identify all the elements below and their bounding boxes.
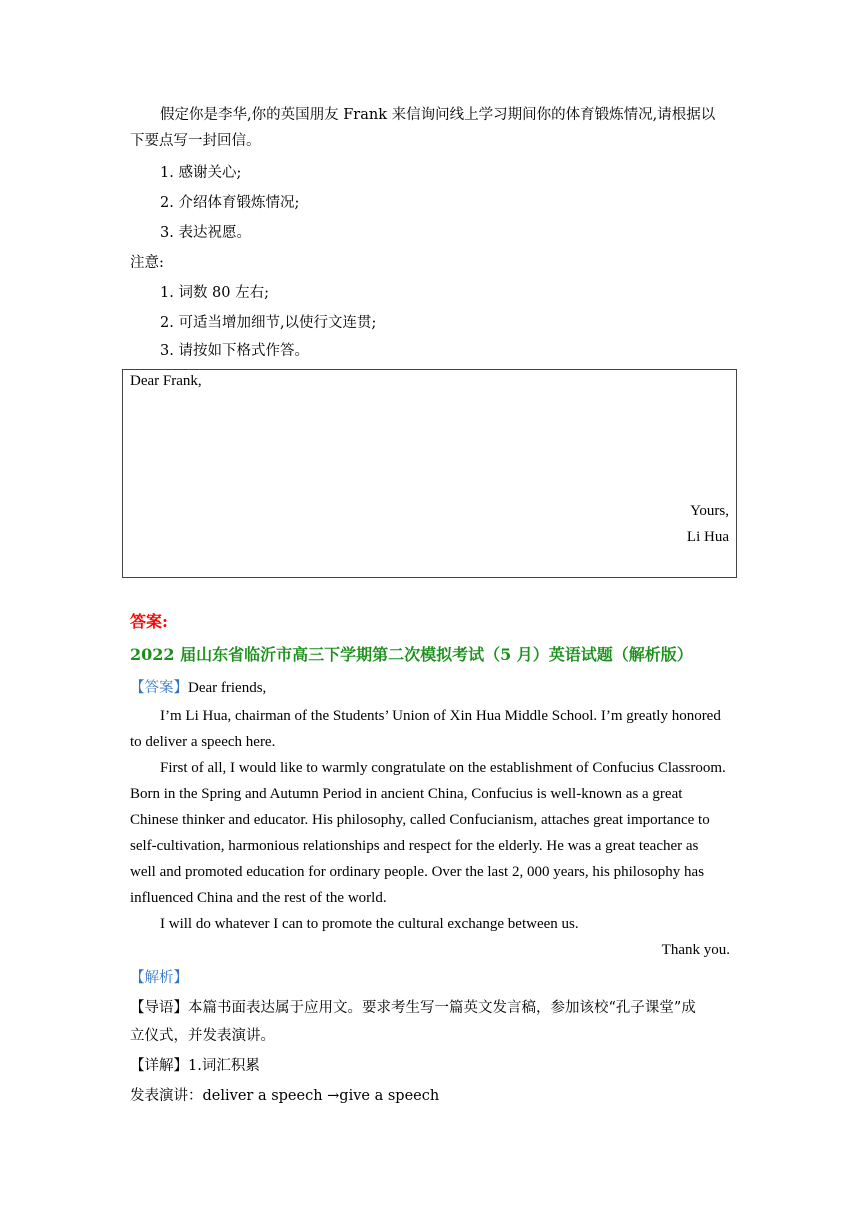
note-3: 3. 请按如下格式作答。 bbox=[160, 343, 309, 359]
detail-line bbox=[130, 1056, 260, 1076]
guide-line-1 bbox=[130, 998, 696, 1018]
guide-tag: 【导语】 bbox=[130, 1000, 188, 1016]
analysis-tag: 【解析】 bbox=[130, 970, 188, 986]
vocab-line: 发表演讲：deliver a speech →give a speech bbox=[130, 1088, 440, 1104]
answer-thanks: Thank you. bbox=[661, 942, 730, 958]
note-2: 2. 可适当增加细节,以使行文连贯; bbox=[160, 315, 377, 331]
answer-line-2: to deliver a speech here. bbox=[130, 734, 276, 750]
answer-source: 2022 届山东省临沂市高三下学期第二次模拟考试（5 月）英语试题（解析版） bbox=[130, 645, 693, 664]
letter-closing: Yours, bbox=[690, 503, 729, 519]
answer-line-5: Chinese thinker and educator. His philosophy, called Confucianism, attaches great importance to bbox=[130, 812, 710, 828]
answer-line-7: well and promoted education for ordinary people. Over the last 2, 000 years, his philosophy has bbox=[130, 864, 705, 880]
answer-label: 答案: bbox=[130, 612, 168, 631]
answer-salutation: Dear friends, bbox=[188, 680, 267, 696]
prompt-line-1: 假定你是李华,你的英国朋友 Frank 来信询问线上学习期间你的体育锻炼情况,请根据以 bbox=[160, 107, 716, 123]
letter-greeting: Dear Frank, bbox=[130, 373, 202, 389]
answer-line-1: I’m Li Hua, chairman of the Students’ Union of Xin Hua Middle School. I’m greatly honored bbox=[160, 708, 721, 724]
answer-heading bbox=[130, 678, 266, 698]
prompt-line-2: 下要点写一封回信。 bbox=[130, 133, 261, 149]
answer-line-3: First of all, I would like to warmly congratulate on the establishment of Confucius Classroom. bbox=[160, 760, 726, 776]
detail-tag: 【详解】 bbox=[130, 1058, 188, 1074]
note-label: 注意: bbox=[130, 255, 164, 271]
letter-format-box bbox=[122, 369, 737, 578]
guide-line-2: 立仪式，并发表演讲。 bbox=[130, 1028, 275, 1044]
detail-text: 1.词汇积累 bbox=[188, 1058, 260, 1074]
answer-line-4: Born in the Spring and Autumn Period in ancient China, Confucius is well-known as a great bbox=[130, 786, 683, 802]
letter-signature: Li Hua bbox=[686, 529, 729, 545]
answer-line-9: I will do whatever I can to promote the cultural exchange between us. bbox=[160, 916, 579, 932]
point-2: 2. 介绍体育锻炼情况; bbox=[160, 195, 300, 211]
answer-tag: 【答案】 bbox=[130, 680, 188, 696]
guide-text: 本篇书面表达属于应用文。要求考生写一篇英文发言稿，参加该校“孔子课堂”成 bbox=[188, 1000, 696, 1016]
answer-line-8: influenced China and the rest of the world. bbox=[130, 890, 387, 906]
answer-line-6: self-cultivation, harmonious relationships and respect for the elderly. He was a great teacher as bbox=[130, 838, 699, 854]
point-1: 1. 感谢关心; bbox=[160, 165, 242, 181]
note-1: 1. 词数 80 左右; bbox=[160, 285, 269, 301]
point-3: 3. 表达祝愿。 bbox=[160, 225, 251, 241]
